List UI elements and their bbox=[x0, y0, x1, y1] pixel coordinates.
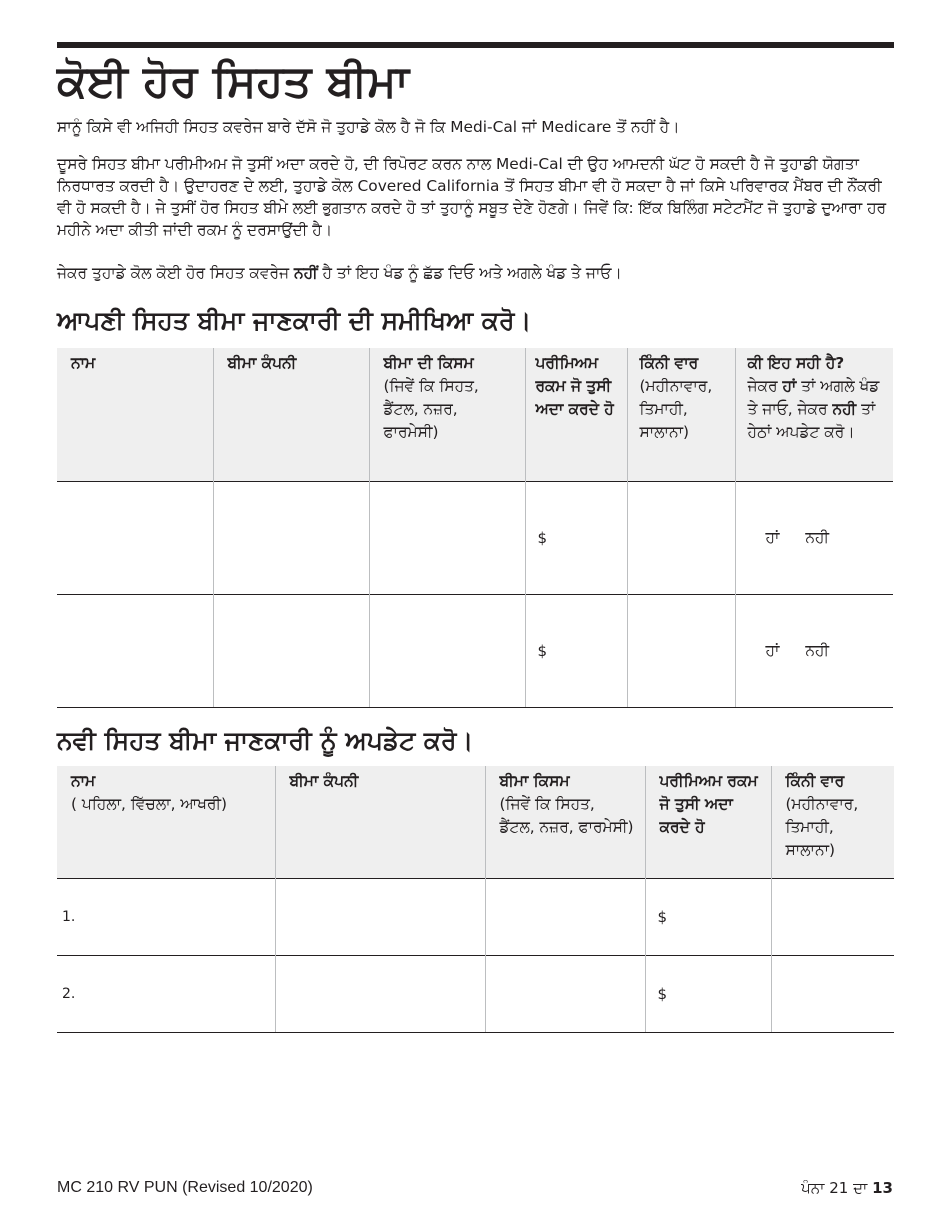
company-cell[interactable] bbox=[213, 594, 369, 707]
correct-cell bbox=[735, 594, 893, 707]
review-heading: ਆਪਣੀ ਸਿਹਤ ਬੀਮਾ ਜਾਣਕਾਰੀ ਦੀ ਸਮੀਖਿਆ ਕਰੋ। bbox=[57, 306, 532, 335]
name-cell[interactable] bbox=[57, 955, 275, 1032]
company-cell[interactable] bbox=[275, 955, 485, 1032]
page-title: ਕੋਈ ਹੋਰ ਸਿਹਤ ਬੀਮਾ bbox=[57, 56, 409, 107]
frequency-cell[interactable] bbox=[771, 878, 894, 955]
premium-cell[interactable] bbox=[645, 955, 771, 1032]
skip-note: ਜੇਕਰ ਤੁਹਾਡੇ ਕੋਲ ਕੋਈ ਹੋਰ ਸਿਹਤ ਕਵਰੇਜ ਨਹੀਂ ਹੈ ਤਾਂ ਇਹ ਖੰਡ ਨੂੰ ਛੱਡ ਦਿਓ ਅਤੇ ਅਗਲੇ ਖੰਡ ਤੇ ਜਾਓ। bbox=[57, 264, 622, 282]
col-frequency: ਕਿੰਨੀ ਵਾਰ (ਮਹੀਨਾਵਾਰ, ਤਿਮਾਹੀ, ਸਾਲਾਨਾ) bbox=[627, 348, 735, 481]
frequency-cell[interactable] bbox=[627, 481, 735, 594]
page-number: ਪੰਨਾ 21 ਦਾ 13 bbox=[801, 1179, 893, 1197]
type-cell[interactable] bbox=[369, 594, 525, 707]
review-table bbox=[57, 348, 893, 708]
name-cell[interactable] bbox=[57, 594, 213, 707]
col-correct: ਕੀ ਇਹ ਸਹੀ ਹੈ? ਜੇਕਰ ਹਾਂ ਤਾਂ ਅਗਲੇ ਖੰਡ ਤੇ ਜਾਓ, ਜੇਕਰ ਨਹੀ ਤਾਂ ਹੇਠਾਂ ਅਪਡੇਟ ਕਰੋ। bbox=[735, 348, 893, 481]
intro-text: ਸਾਨੂੰ ਕਿਸੇ ਵੀ ਅਜਿਹੀ ਸਿਹਤ ਕਵਰੇਜ ਬਾਰੇ ਦੱਸੋ ਜੋ ਤੁਹਾਡੇ ਕੋਲ ਹੈ ਜੋ ਕਿ Medi-Cal ਜਾਂ Medicare ਤੋਂ ਨਹੀਂ ਹੈ। bbox=[57, 118, 680, 136]
dollar-sign: $ bbox=[657, 907, 668, 926]
col-premium: ਪਰੀਮਿਅਮ ਰਕਮ ਜੋ ਤੁਸੀ ਅਦਾ ਕਰਦੇ ਹੋ bbox=[525, 348, 627, 481]
premium-cell[interactable] bbox=[525, 594, 627, 707]
review-header-row bbox=[57, 348, 893, 481]
yes-option[interactable]: ਹਾਂ bbox=[765, 528, 780, 546]
form-id: MC 210 RV PUN (Revised 10/2020) bbox=[57, 1179, 313, 1196]
col-name: ਨਾਮ bbox=[57, 348, 213, 481]
top-rule bbox=[57, 42, 894, 48]
type-cell[interactable] bbox=[485, 955, 645, 1032]
name-cell[interactable] bbox=[57, 878, 275, 955]
type-cell[interactable] bbox=[369, 481, 525, 594]
company-cell[interactable] bbox=[275, 878, 485, 955]
no-option[interactable]: ਨਹੀ bbox=[805, 528, 830, 546]
col-premium: ਪਰੀਮਿਅਮ ਰਕਮ ਜੋ ਤੁਸੀ ਅਦਾ ਕਰਦੇ ਹੋ bbox=[645, 766, 771, 878]
type-cell[interactable] bbox=[485, 878, 645, 955]
correct-cell bbox=[735, 481, 893, 594]
dollar-sign: $ bbox=[537, 641, 548, 660]
col-name: ਨਾਮ ( ਪਹਿਲਾ, ਵਿੱਚਲਾ, ਆਖਰੀ) bbox=[57, 766, 275, 878]
table-row bbox=[57, 481, 893, 594]
table-row bbox=[57, 955, 894, 1032]
table-row bbox=[57, 878, 894, 955]
col-company: ਬੀਮਾ ਕੰਪਨੀ bbox=[275, 766, 485, 878]
explanation-text: ਦੂਸਰੇ ਸਿਹਤ ਬੀਮਾ ਪਰੀਮੀਅਮ ਜੋ ਤੁਸੀਂ ਅਦਾ ਕਰਦੇ ਹੋ, ਦੀ ਰਿਪੋਰਟ ਕਰਨ ਨਾਲ Medi-Cal ਦੀ ਉਹ ਆਮਦਨੀ ਘੱਟ ਹੋ ਸਕਦੀ ਹੈ ਜੋ ਤੁਹਾਡੀ ਯੋਗਤਾ ਨਿਰਧਾਰਤ ਕਰਦੀ ਹੈ। ਉਦਾਹਰਣ ਦੇ ਲਈ, ਤੁਹਾਡੇ ਕੋਲ Covered California ਤੋਂ ਸਿਹਤ ਬੀਮਾ ਵੀ ਹੋ ਸਕਦਾ ਹੈ ਜਾਂ ਕਿਸੇ ਪਰਿਵਾਰਕ ਮੈਂਬਰ ਦੀ ਨੌਂਕਰੀ ਵੀ ਹੋ ਸਕਦੀ ਹੈ। ਜੇ ਤੁਸੀਂ ਹੋਰ ਸਿਹਤ ਬੀਮੇ ਲਈ ਭੁਗਤਾਨ ਕਰਦੇ ਹੋ ਤਾਂ ਤੁਹਾਨੂੰ ਸਬੂਤ ਦੇਣੇ ਹੋਣਗੇ। ਜਿਵੇਂ ਕਿ: ਇੱਕ ਬਿਲਿੰਗ ਸਟੇਟਮੈਂਟ ਜੋ ਤੁਹਾਡੇ ਦੁਆਰਾ ਹਰ ਮਹੀਨੇ ਅਦਾ ਕੀਤੀ ਜਾਂਦੀ ਰਕਮ ਨੂੰ ਦਰਸਾਉਂਦੀ ਹੈ। bbox=[57, 155, 887, 239]
col-frequency: ਕਿੰਨੀ ਵਾਰ (ਮਹੀਨਾਵਾਰ, ਤਿਮਾਹੀ, ਸਾਲਾਨਾ) bbox=[771, 766, 894, 878]
premium-cell[interactable] bbox=[525, 481, 627, 594]
no-option[interactable]: ਨਹੀ bbox=[805, 641, 830, 659]
name-cell[interactable] bbox=[57, 481, 213, 594]
table-row bbox=[57, 594, 893, 707]
col-type: ਬੀਮਾ ਦੀ ਕਿਸਮ (ਜਿਵੇਂ ਕਿ ਸਿਹਤ, ਡੈਂਟਲ, ਨਜ਼ਰ, ਫਾਰਮੇਸੀ) bbox=[369, 348, 525, 481]
update-header-row bbox=[57, 766, 894, 878]
row-number: 1. bbox=[62, 908, 76, 925]
frequency-cell[interactable] bbox=[771, 955, 894, 1032]
col-company: ਬੀਮਾ ਕੰਪਨੀ bbox=[213, 348, 369, 481]
row-number: 2. bbox=[62, 985, 76, 1002]
col-type: ਬੀਮਾ ਕਿਸਮ (ਜਿਵੇਂ ਕਿ ਸਿਹਤ, ਡੈਂਟਲ, ਨਜ਼ਰ, ਫਾਰਮੇਸੀ) bbox=[485, 766, 645, 878]
yes-option[interactable]: ਹਾਂ bbox=[765, 641, 780, 659]
company-cell[interactable] bbox=[213, 481, 369, 594]
premium-cell[interactable] bbox=[645, 878, 771, 955]
dollar-sign: $ bbox=[537, 528, 548, 547]
update-table bbox=[57, 766, 894, 1033]
update-heading: ਨਵੀ ਸਿਹਤ ਬੀਮਾ ਜਾਣਕਾਰੀ ਨੂੰ ਅਪਡੇਟ ਕਰੋ। bbox=[57, 726, 474, 755]
dollar-sign: $ bbox=[657, 984, 668, 1003]
frequency-cell[interactable] bbox=[627, 594, 735, 707]
